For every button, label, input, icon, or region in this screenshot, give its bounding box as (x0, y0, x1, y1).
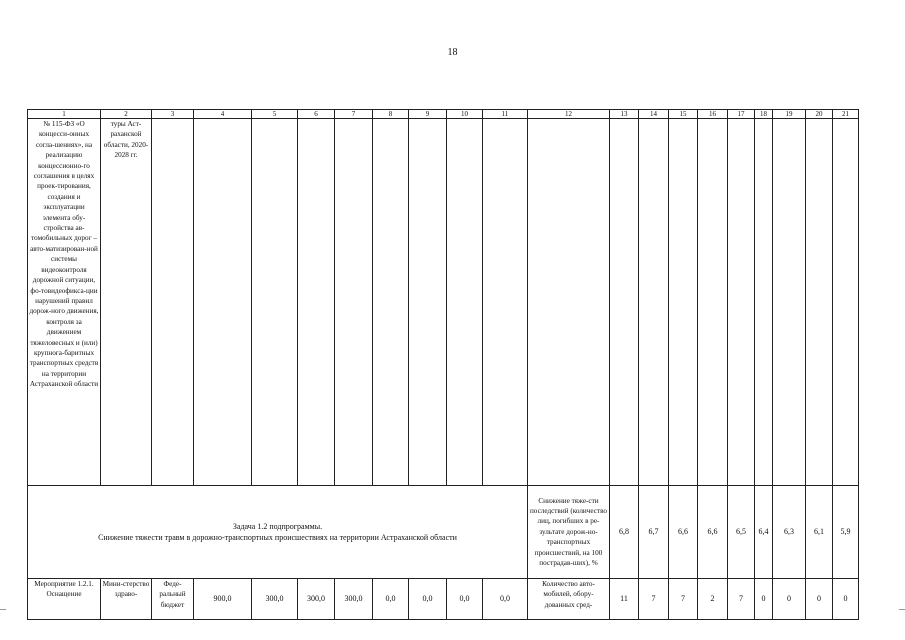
column-number: 21 (833, 110, 859, 119)
indicator-value: 7 (728, 579, 755, 620)
column-number: 13 (610, 110, 639, 119)
empty-cell (483, 119, 528, 486)
column-number: 17 (728, 110, 755, 119)
indicator-value: 5,9 (833, 486, 859, 579)
empty-cell (152, 119, 194, 486)
empty-cell (669, 119, 698, 486)
empty-cell (833, 119, 859, 486)
indicator-value: 2 (698, 579, 728, 620)
amount-cell: 0,0 (373, 579, 409, 620)
empty-cell (335, 119, 373, 486)
amount-cell: 300,0 (298, 579, 335, 620)
amount-cell: 0,0 (447, 579, 483, 620)
column-number: 9 (409, 110, 447, 119)
program-table (27, 109, 859, 620)
column-number: 3 (152, 110, 194, 119)
column-number: 11 (483, 110, 528, 119)
column-number: 7 (335, 110, 373, 119)
table-row (28, 486, 859, 579)
column-number: 15 (669, 110, 698, 119)
empty-cell (373, 119, 409, 486)
column-number: 4 (194, 110, 252, 119)
column-number: 10 (447, 110, 483, 119)
scan-mark-left (0, 609, 6, 610)
indicator-value: 7 (669, 579, 698, 620)
column-number-row (28, 110, 859, 119)
empty-cell (639, 119, 669, 486)
task-cell (28, 486, 528, 579)
column-number: 16 (698, 110, 728, 119)
indicator-value: 0 (806, 579, 833, 620)
indicator-value: 6,6 (669, 486, 698, 579)
indicator-value: 7 (639, 579, 669, 620)
empty-cell (528, 119, 610, 486)
table-row (28, 119, 859, 486)
amount-cell: 300,0 (335, 579, 373, 620)
column-number: 8 (373, 110, 409, 119)
empty-cell (728, 119, 755, 486)
amount-cell: 900,0 (194, 579, 252, 620)
amount-cell: 300,0 (252, 579, 298, 620)
empty-cell (298, 119, 335, 486)
empty-cell (773, 119, 806, 486)
indicator-cell: Снижение тяже-сти последствий (количество лиц, погибших в ре-зультате дорож-но-транспортных происшествий, на 100 пострадав-ших), % (528, 486, 610, 579)
indicator-value: 0 (755, 579, 773, 620)
indicator-value: 6,1 (806, 486, 833, 579)
activity-description-cell: № 115-ФЗ «О концесси-онных согла-шениях», на реализацию концессионно-го соглашения в целях проек-тирования, создания и эксплуатации элемента обу-стройства ав-томобильных дорог – авто-матизирован-ной системы видеоконтроля дорожной ситуации, фо-товидеофикса-ции нарушений правил дорож-ного движения, контроля за движением тяжеловесных и (или) крупнога-баритных транспортных средств на территории Астраханской области (28, 119, 101, 486)
indicator-cell: Количество авто-мобилей, обору-дованных сред- (528, 579, 610, 620)
indicator-value: 6,8 (610, 486, 639, 579)
page-number: 18 (447, 47, 458, 58)
empty-cell (194, 119, 252, 486)
column-number: 2 (101, 110, 152, 119)
empty-cell (755, 119, 773, 486)
task-title: Задача 1.2 подпрограммы. (232, 522, 323, 531)
column-number: 6 (298, 110, 335, 119)
column-number: 1 (28, 110, 101, 119)
empty-cell (698, 119, 728, 486)
column-number: 19 (773, 110, 806, 119)
activity-cell: Мероприятие 1.2.1. Оснащение (28, 579, 101, 620)
executor-cell: Мини-стерство здраво- (101, 579, 152, 620)
task-text: Снижение тяжести травм в дорожно-транспортных происшествиях на территории Астраханской области (98, 533, 457, 542)
column-number: 5 (252, 110, 298, 119)
amount-cell: 0,0 (409, 579, 447, 620)
column-number: 20 (806, 110, 833, 119)
funding-source-cell: Феде-ральный бюджет (152, 579, 194, 620)
empty-cell (447, 119, 483, 486)
indicator-value: 0 (833, 579, 859, 620)
amount-cell: 0,0 (483, 579, 528, 620)
empty-cell (806, 119, 833, 486)
indicator-value: 11 (610, 579, 639, 620)
empty-cell (610, 119, 639, 486)
executor-cell: туры Аст-раханской области, 2020-2028 гг. (101, 119, 152, 486)
indicator-value: 6,5 (728, 486, 755, 579)
indicator-value: 6,7 (639, 486, 669, 579)
scan-mark-right (899, 609, 905, 610)
indicator-value: 0 (773, 579, 806, 620)
table-row (28, 579, 859, 620)
column-number: 18 (755, 110, 773, 119)
indicator-value: 6,3 (773, 486, 806, 579)
column-number: 12 (528, 110, 610, 119)
indicator-value: 6,4 (755, 486, 773, 579)
empty-cell (409, 119, 447, 486)
empty-cell (252, 119, 298, 486)
column-number: 14 (639, 110, 669, 119)
indicator-value: 6,6 (698, 486, 728, 579)
